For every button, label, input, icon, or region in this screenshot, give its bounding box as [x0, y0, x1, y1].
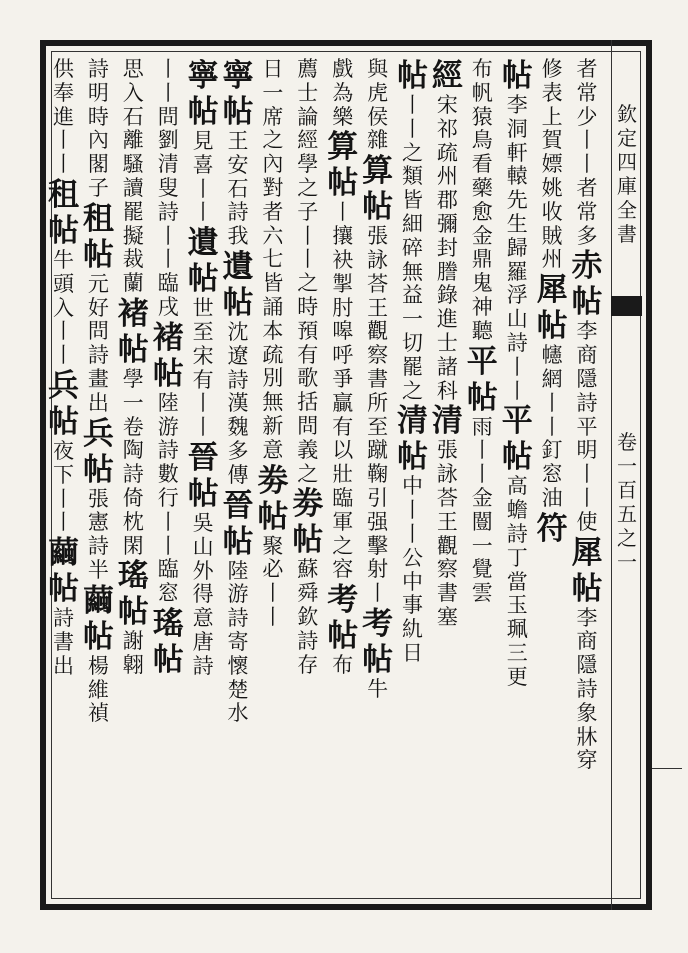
entry-text: 丨丨問劉清叟詩丨丨臨戌 [157, 58, 179, 319]
entry-heading: 瑤帖 [152, 605, 184, 678]
entry-heading: 考帖 [362, 605, 394, 678]
entry-text: 高蟾詩丁當玉珮三更 [506, 474, 528, 689]
entry-text: 日一席之內對者六七皆誦本疏別無新意 [262, 58, 284, 462]
entry-text: 薦士論經學之子丨丨之時預有歌括問義之 [297, 58, 319, 486]
entry-text: 牛頭入丨丨 [53, 247, 74, 368]
entry-heading: 寧帖 [187, 58, 219, 130]
entry-text: 戲為樂 [332, 58, 354, 129]
entry-text: 聚必丨丨 [262, 533, 284, 629]
entry-text: 牛 [367, 676, 389, 701]
entry-text: 張詠荅王觀察書塞 [436, 438, 458, 629]
entry-text: 雨丨丨金闓一覺雲 [471, 414, 493, 606]
volume-label: 卷一百五之一 [617, 430, 637, 574]
entry-heading: 寧帖 [222, 58, 254, 130]
entry-text: 宋祁疏州郡彌封謄錄進士諸科 [436, 93, 458, 403]
text-column [43, 58, 85, 898]
entry-text: 思入石離騷讀罷擬裁蘭 [122, 58, 144, 296]
entry-text: 與虎侯雜 [367, 58, 389, 153]
entry-text: 夜下丨丨 [53, 438, 74, 535]
entry-heading: 遺帖 [222, 248, 254, 321]
entry-heading: 犀帖 [571, 534, 603, 607]
fish-tail-mark [611, 296, 642, 316]
entry-heading: 褚帖 [152, 319, 184, 392]
entry-heading: 犀帖 [536, 272, 568, 345]
entry-text: 李商隱詩象牀穿 [576, 605, 598, 773]
entry-heading: 兵帖 [48, 367, 79, 440]
entry-text: 布 [332, 653, 354, 678]
book-title: 欽定四庫全書 [617, 102, 637, 246]
entry-heading: 劵帖 [292, 486, 324, 559]
entry-heading: 符 [536, 510, 568, 547]
entry-heading: 遺帖 [187, 225, 219, 298]
entry-heading: 經 [431, 58, 463, 94]
entry-heading: 瑤帖 [117, 558, 149, 631]
entry-text: 者常少丨 [576, 58, 598, 153]
entry-text: 丨丨之類皆細碎無益一切罷之 [402, 93, 423, 403]
margin-tick [652, 768, 682, 769]
entry-text: 詩書出 [53, 606, 74, 678]
entry-heading: 清 [431, 403, 463, 440]
entry-text: 楊維禎 [87, 653, 109, 726]
entry-text: 沈遼詩漢魏多傳 [227, 319, 249, 487]
entry-text: 世至宋有丨丨 [192, 296, 214, 440]
entry-heading: 平帖 [466, 343, 498, 416]
entry-text: 布帆猿鳥看藥愈金鼎鬼神聽 [471, 58, 493, 343]
entry-heading: 帖 [397, 58, 428, 94]
entry-heading: 帖 [501, 58, 533, 94]
entry-heading: 算帖 [327, 129, 359, 202]
entry-text: 吳山外得意唐詩 [192, 510, 214, 678]
entry-text: 見喜丨丨 [192, 129, 214, 225]
entry-heading: 租帖 [48, 176, 79, 249]
entry-heading: 繭帖 [48, 535, 79, 608]
entry-heading: 平帖 [501, 403, 533, 476]
entry-heading: 劵帖 [257, 462, 289, 535]
entry-heading: 兵帖 [82, 415, 114, 488]
entry-text: 修表上賀嫖姚收賊州 [541, 58, 563, 272]
entry-heading: 晉帖 [187, 439, 219, 512]
entry-text: 謝翺 [122, 629, 144, 678]
entry-heading: 繭帖 [82, 582, 114, 655]
entry-heading: 赤帖 [571, 248, 603, 321]
entry-text: 張詠荅王觀察書所至蹴鞠引强擊射丨 [367, 224, 389, 606]
entry-text: 丨攘袂掣肘嗥呼爭贏有以壯臨軍之容 [332, 200, 354, 582]
entry-text: 供奉進丨丨 [53, 58, 74, 177]
entry-heading: 算帖 [362, 153, 394, 226]
entry-text: 王安石詩我 [227, 129, 249, 249]
entry-heading: 清帖 [397, 403, 428, 476]
entry-heading: 租帖 [82, 200, 114, 273]
entry-text: 陸游詩寄懷楚水 [227, 558, 249, 726]
entry-text: 元好問詩畫出 [87, 271, 109, 415]
entry-text: 丨者常多 [576, 152, 598, 248]
center-column-banxin [611, 40, 642, 910]
entry-text: 詩明時內閣子 [87, 58, 109, 200]
entry-text: 蘇舜欽詩存 [297, 557, 319, 677]
entry-heading: 褚帖 [117, 295, 149, 368]
entry-text: 張憲詩半 [87, 486, 109, 582]
entry-text: 幰網丨丨釘窓油 [541, 343, 563, 510]
entry-text: 學一卷陶詩倚枕閑 [122, 366, 144, 558]
entry-heading: 考帖 [327, 582, 359, 655]
entry-text: 中丨丨公中事䊵日 [402, 474, 423, 665]
entry-text: 李洞軒轅先生歸羅浮山詩丨丨 [506, 93, 528, 403]
entry-text: 陸游詩數行丨丨臨窓 [157, 390, 179, 606]
entry-heading: 晉帖 [222, 487, 254, 560]
entry-text: 李商隱詩平明丨丨使 [576, 319, 598, 534]
